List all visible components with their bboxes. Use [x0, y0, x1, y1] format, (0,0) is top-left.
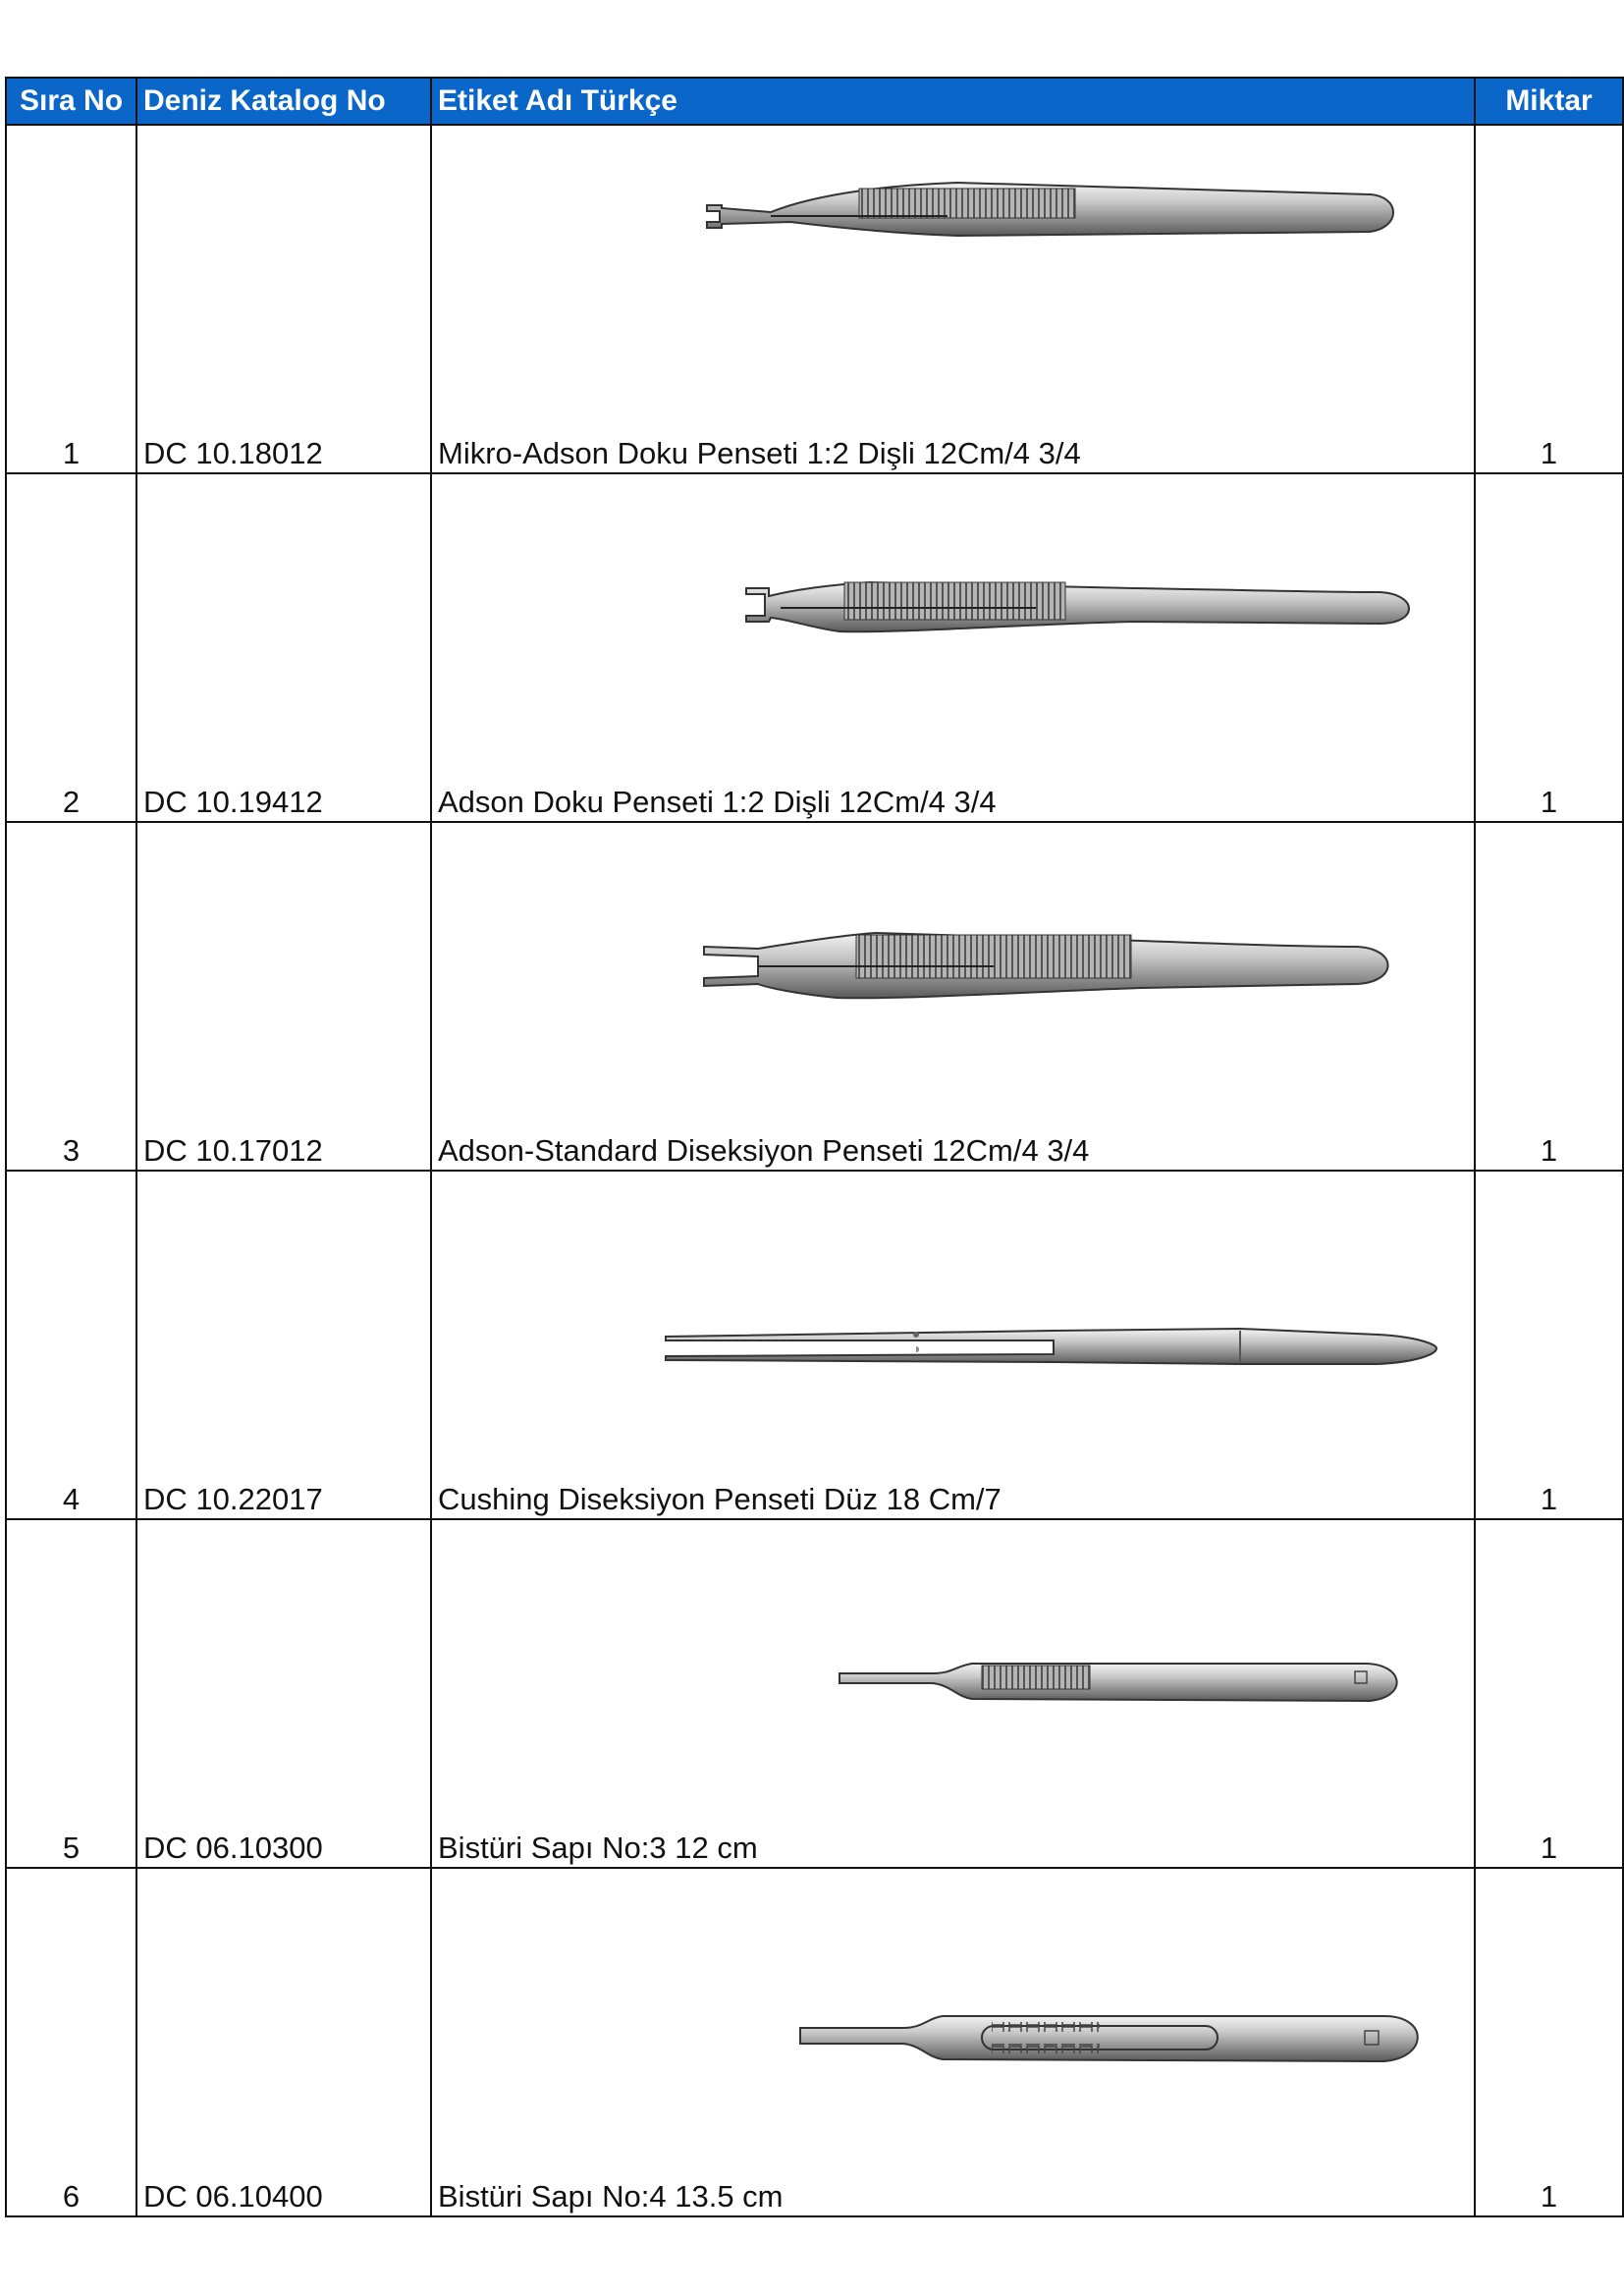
product-name: Adson-Standard Diseksiyon Penseti 12Cm/4 3/4 — [438, 1133, 1090, 1168]
product-name-cell — [431, 473, 1475, 822]
header-sira-no: Sıra No — [6, 78, 136, 125]
catalog-number: DC 06.10400 — [136, 1868, 431, 2216]
product-table — [5, 77, 1624, 2217]
adson-tissue-forceps-icon — [741, 559, 1429, 657]
row-number: 1 — [6, 125, 136, 473]
product-name-cell — [431, 1868, 1475, 2216]
table-row — [6, 1868, 1623, 2216]
catalog-number: DC 06.10300 — [136, 1519, 431, 1868]
header-quantity: Miktar — [1475, 78, 1623, 125]
quantity: 1 — [1475, 1868, 1623, 2216]
product-name: Mikro-Adson Doku Penseti 1:2 Dişli 12Cm/4 3/4 — [438, 436, 1081, 470]
adson-dissecting-forceps-icon — [699, 921, 1416, 1019]
product-name: Cushing Diseksiyon Penseti Düz 18 Cm/7 — [438, 1482, 1001, 1516]
product-name-cell — [431, 822, 1475, 1171]
product-name-cell — [431, 1519, 1475, 1868]
product-name: Adson Doku Penseti 1:2 Dişli 12Cm/4 3/4 — [438, 785, 997, 819]
catalog-number: DC 10.17012 — [136, 822, 431, 1171]
row-number: 2 — [6, 473, 136, 822]
quantity: 1 — [1475, 1519, 1623, 1868]
table-row — [6, 1519, 1623, 1868]
quantity: 1 — [1475, 125, 1623, 473]
catalog-number: DC 10.22017 — [136, 1171, 431, 1519]
row-number: 5 — [6, 1519, 136, 1868]
catalog-number: DC 10.18012 — [136, 125, 431, 473]
row-number: 3 — [6, 822, 136, 1171]
row-number: 4 — [6, 1171, 136, 1519]
quantity: 1 — [1475, 822, 1623, 1171]
table-row — [6, 1171, 1623, 1519]
catalog-number: DC 10.19412 — [136, 473, 431, 822]
scalpel-handle-no4-icon — [795, 2006, 1443, 2075]
quantity: 1 — [1475, 1171, 1623, 1519]
table-row — [6, 473, 1623, 822]
product-name: Bistüri Sapı No:4 13.5 cm — [438, 2179, 784, 2214]
table-row — [6, 125, 1623, 473]
product-name-cell — [431, 125, 1475, 473]
table-header-row — [6, 78, 1623, 125]
product-name: Bistüri Sapı No:3 12 cm — [438, 1831, 758, 1865]
table-row — [6, 822, 1623, 1171]
product-name-cell — [431, 1171, 1475, 1519]
product-table-container — [5, 77, 1622, 2217]
header-catalog-no: Deniz Katalog No — [136, 78, 431, 125]
row-number: 6 — [6, 1868, 136, 2216]
quantity: 1 — [1475, 473, 1623, 822]
cushing-forceps-icon — [661, 1319, 1446, 1388]
header-label-name: Etiket Adı Türkçe — [431, 78, 1475, 125]
micro-adson-forceps-icon — [702, 173, 1419, 261]
scalpel-handle-no3-icon — [835, 1648, 1424, 1717]
